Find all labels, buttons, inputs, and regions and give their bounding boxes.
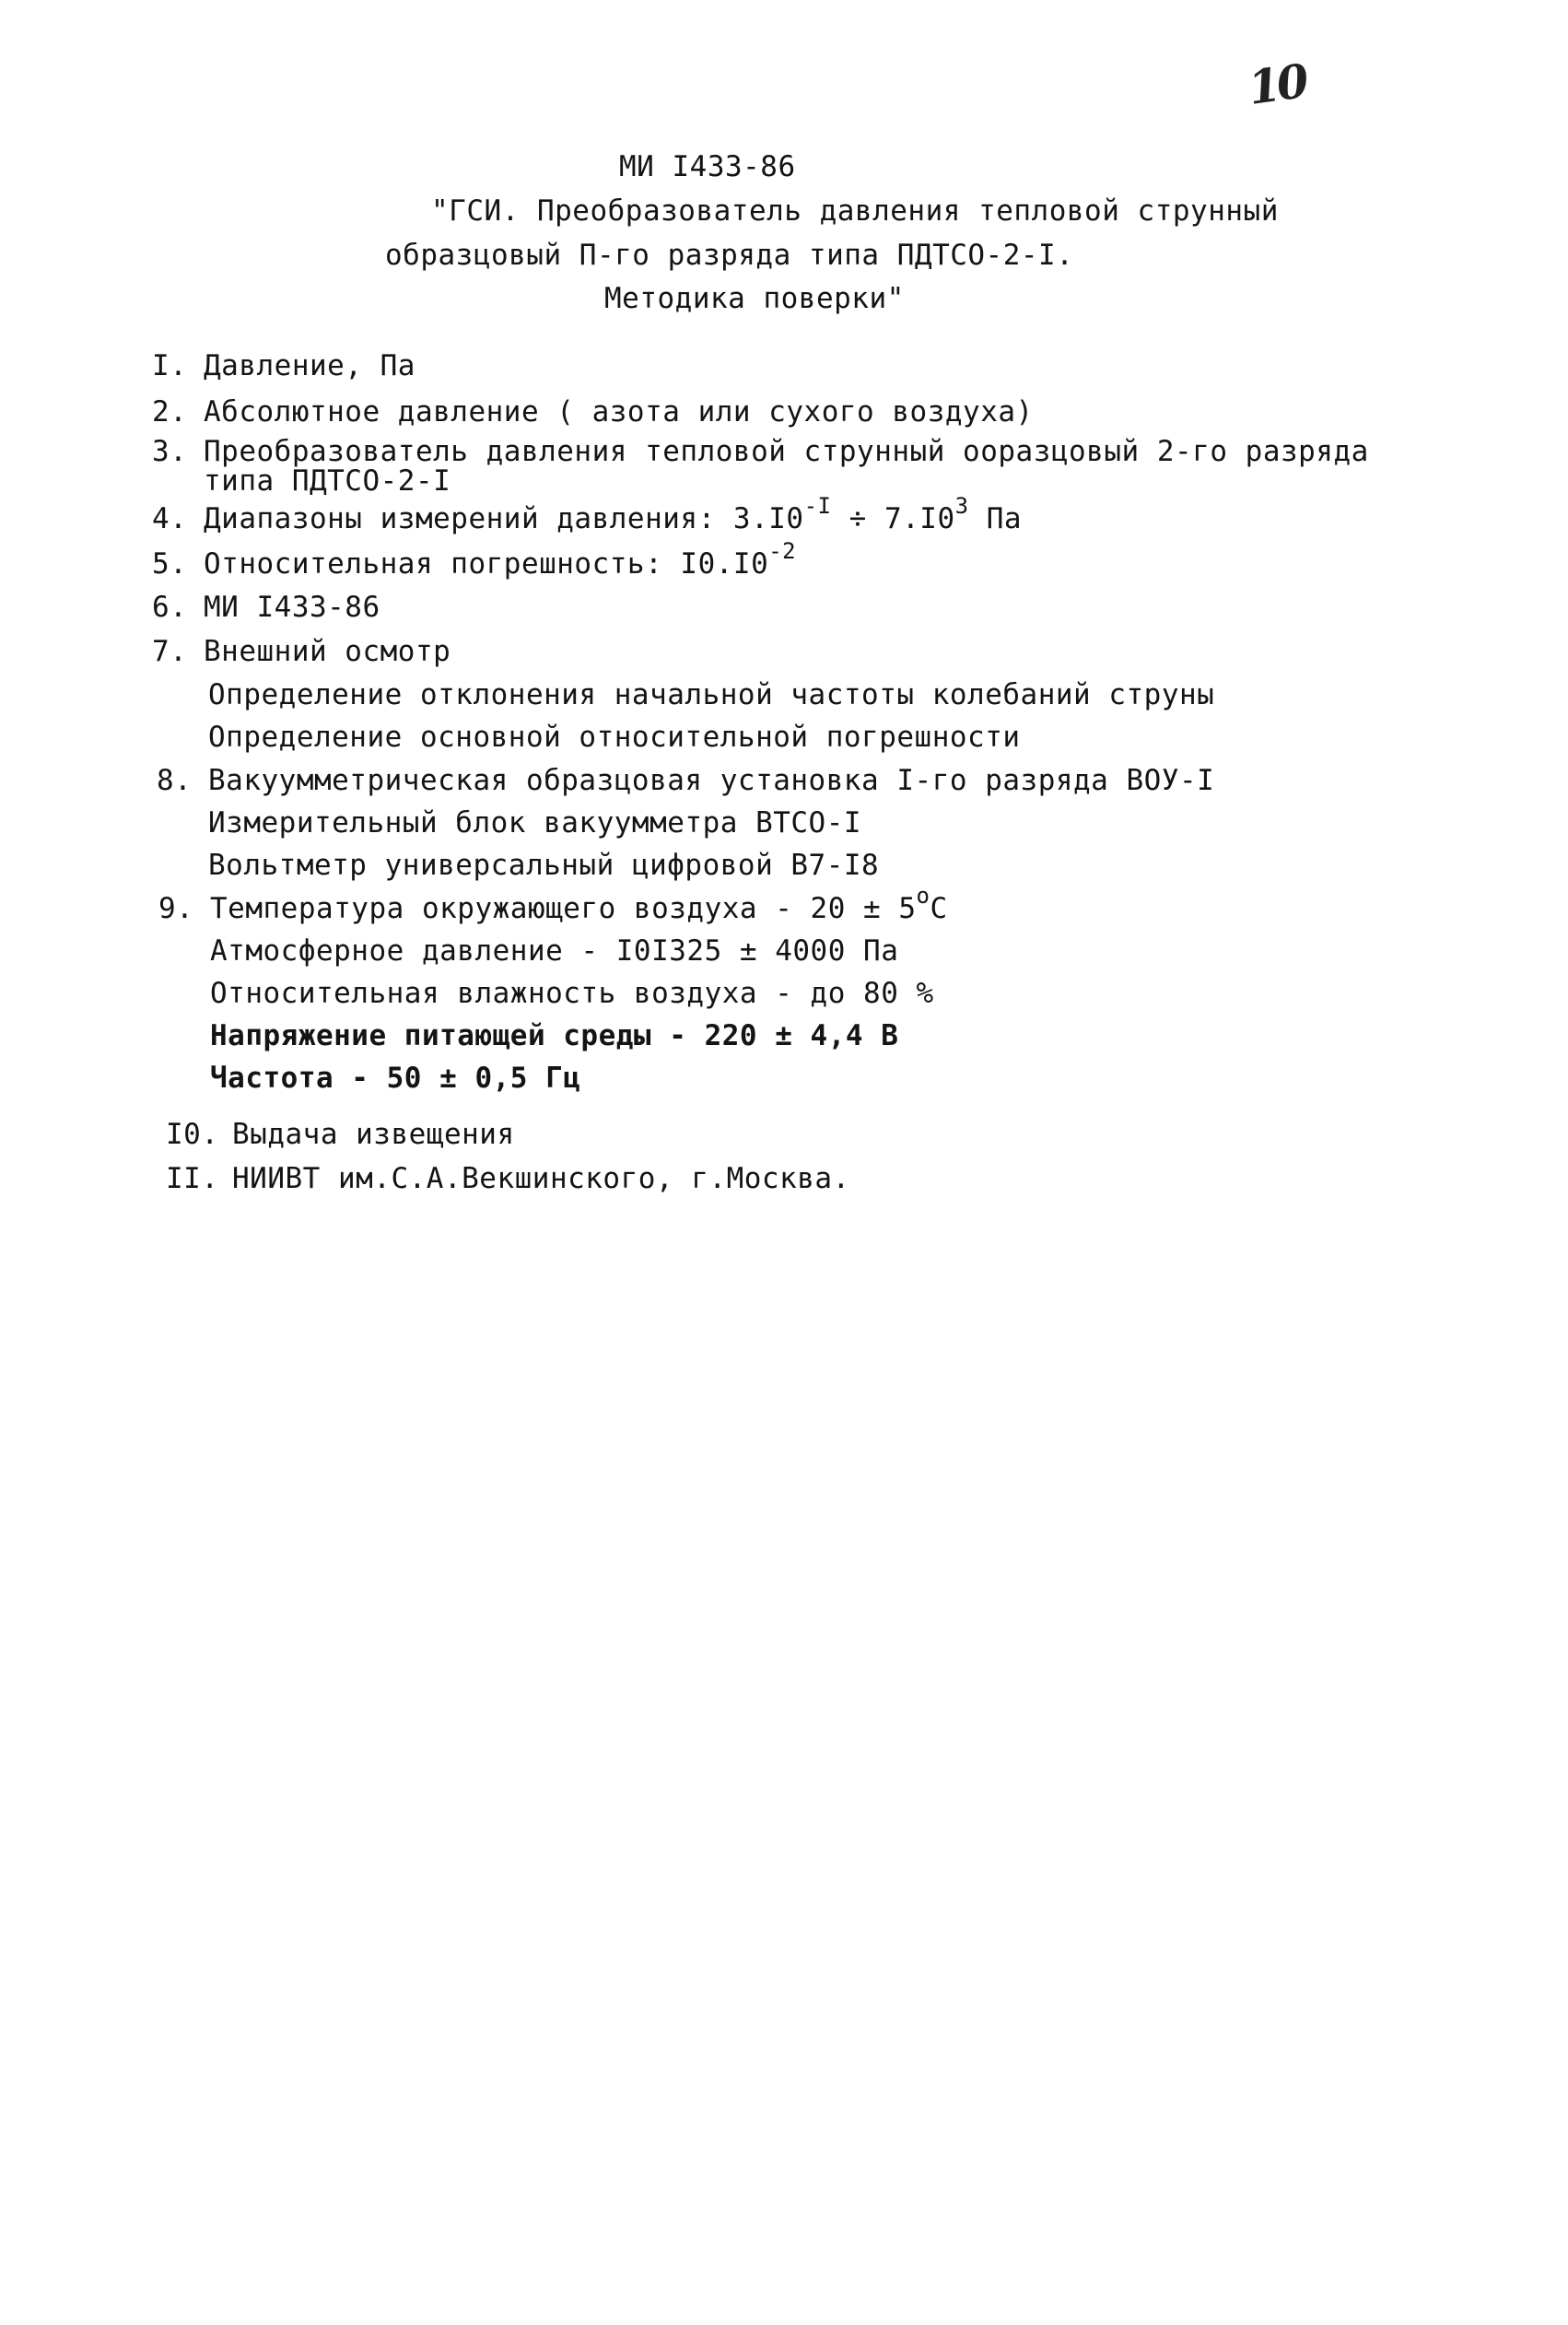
list-item-2	[152, 394, 1034, 429]
list-item-8	[157, 763, 1214, 798]
item-text: С	[930, 892, 948, 925]
list-item-7-sub-1: Определение отклонения начальной частоты колебаний струны	[208, 678, 1215, 711]
list-item-9-sub-2: Относительная влажность воздуха - до 80 %	[210, 977, 934, 1010]
item-number: 2.	[152, 395, 188, 429]
degree-sign: о	[916, 883, 930, 909]
item-text: Преобразователь давления тепловой струнный ооразцовый 2-го разряда	[204, 435, 1369, 468]
list-item-8-sub-1: Измерительный блок вакуумметра ВТСО-I	[208, 806, 862, 840]
exponent: -I	[803, 493, 832, 519]
item-text: Давление, Па	[204, 349, 415, 382]
item-text: Внешний осмотр	[204, 635, 451, 668]
list-item-9-sub-1: Атмосферное давление - I0I325 ± 4000 Па	[210, 934, 899, 968]
list-item-9	[158, 883, 948, 926]
item-text: Относительная погрешность: I0.I0	[204, 547, 769, 581]
item-number: I0.	[166, 1118, 219, 1151]
item-text: Абсолютное давление ( азота или сухого воздуха)	[204, 395, 1034, 429]
list-item-3-continuation: типа ПДТСО-2-I	[204, 464, 451, 498]
item-text: Па	[968, 502, 1023, 535]
list-item-8-sub-2: Вольтметр универсальный цифровой В7-I8	[208, 849, 880, 882]
title-line-1: "ГСИ. Преобразователь давления тепловой струнный	[431, 194, 1279, 228]
list-item-7-sub-2: Определение основной относительной погрешности	[208, 721, 1021, 754]
page-number: 10	[1245, 53, 1309, 115]
item-text: ÷ 7.I0	[831, 502, 955, 535]
item-text: Выдача извещения	[232, 1118, 515, 1151]
list-item-9-sub-3: Напряжение питающей среды - 220 ± 4,4 В	[210, 1019, 899, 1052]
title-line-3: Методика поверки"	[604, 282, 905, 315]
list-item-5	[152, 538, 797, 581]
item-number: 5.	[152, 547, 188, 581]
item-number: 3.	[152, 435, 188, 468]
item-text: Диапазоны измерений давления: 3.I0	[204, 502, 804, 535]
item-text: Вакуумметрическая образцовая установка I-го разряда ВОУ-I	[208, 764, 1215, 797]
list-item-11	[166, 1161, 850, 1196]
item-text: Температура окружающего воздуха - 20 ± 5	[210, 892, 917, 925]
item-number: I.	[152, 349, 188, 382]
item-text: НИИВТ им.С.А.Векшинского, г.Москва.	[232, 1162, 850, 1195]
doc-code: МИ I433-86	[619, 150, 796, 183]
exponent: 3	[954, 493, 969, 519]
exponent: -2	[768, 538, 797, 564]
item-text: МИ I433-86	[204, 591, 380, 624]
item-number: 4.	[152, 502, 188, 535]
list-item-4	[152, 493, 1023, 536]
list-item-7	[152, 634, 451, 669]
list-item-1	[152, 348, 415, 383]
item-number: 9.	[158, 892, 194, 925]
item-number: II.	[166, 1162, 219, 1195]
list-item-10	[166, 1117, 515, 1152]
title-line-2: образцовый П-го разряда типа ПДТСО-2-I.	[385, 239, 1074, 272]
list-item-6	[152, 590, 380, 625]
item-number: 6.	[152, 591, 188, 624]
item-number: 7.	[152, 635, 188, 668]
item-number: 8.	[157, 764, 193, 797]
list-item-9-sub-4: Частота - 50 ± 0,5 Гц	[210, 1062, 581, 1095]
